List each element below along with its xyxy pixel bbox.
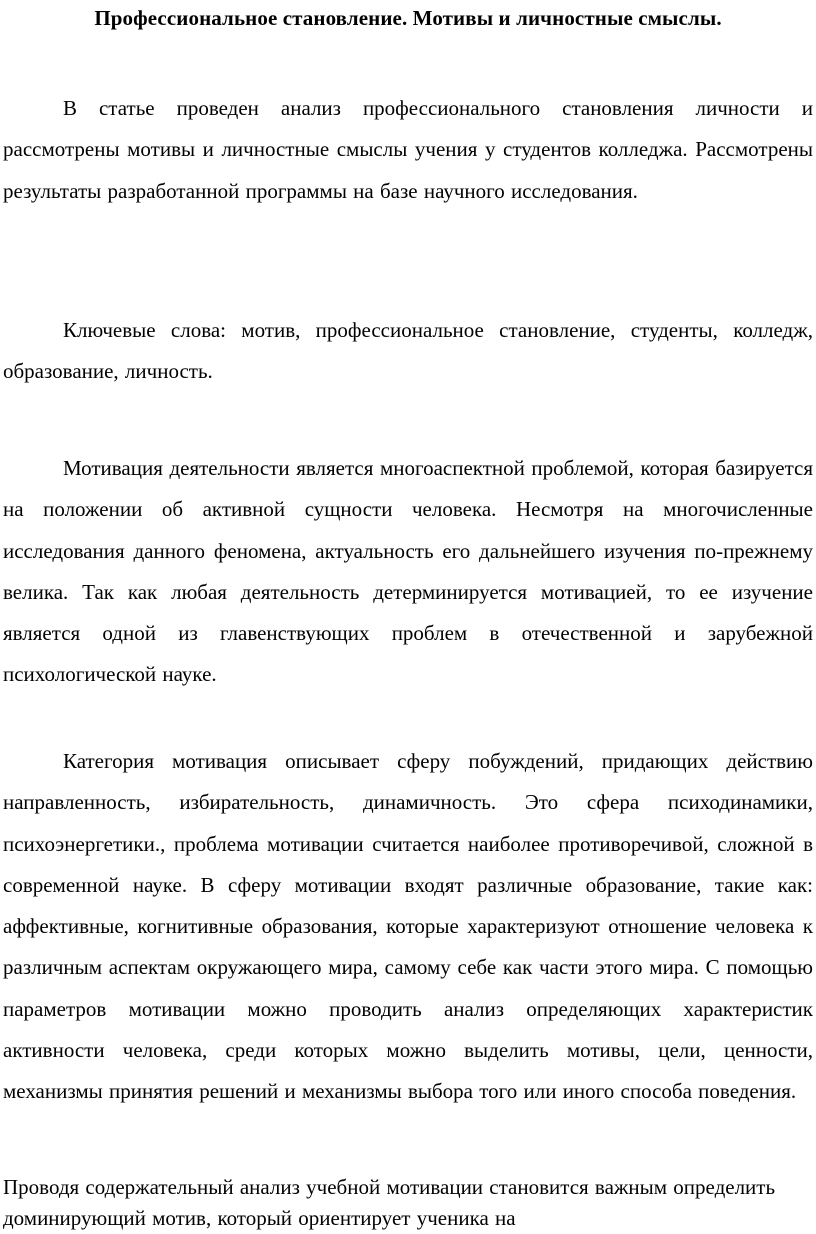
body-paragraph-3: Проводя содержательный анализ учебной мотивации становится важным определить доминирующий мотив, который ориентирует ученика на [3, 1175, 776, 1230]
document-title: Профессиональное становление. Мотивы и личностные смыслы. [94, 6, 722, 30]
keywords-paragraph: Ключевые слова: мотив, профессиональное становление, студенты, колледж, образование, личность. [3, 318, 813, 384]
body-paragraph-1: Мотивация деятельности является многоаспектной проблемой, которая базируется на положении об активной сущности человека. Несмотря на многочисленные исследования данного феномена, актуальность его дальнейшего изучения по-прежнему велика. Так как любая деятельность детерминируется мотивацией, то ее изучение является одной из главенствующих проблем в отечественной и зарубежной психологической науке. [3, 456, 813, 687]
body-paragraph-2: Категория мотивация описывает сферу побуждений, придающих действию направленность, избирательность, динамичность. Это сфера психодинамики, психоэнергетики., проблема мотивации считается наиболее противоречивой, сложной в современной науке. В сферу мотивации входят различные образование, такие как: аффективные, когнитивные образования, которые характеризуют отношение человека к различным аспектам окружающего мира, самому себе как части этого мира. С помощью параметров мотивации можно проводить анализ определяющих характеристик активности человека, среди которых можно выделить мотивы, цели, ценности, механизмы принятия решений и механизмы выбора того или иного способа поведения. [3, 749, 813, 1104]
abstract-paragraph: В статье проведен анализ профессионального становления личности и рассмотрены мотивы и личностные смыслы учения у студентов колледжа. Рассмотрены результаты разработанной программы на базе научного исследования. [3, 96, 813, 203]
